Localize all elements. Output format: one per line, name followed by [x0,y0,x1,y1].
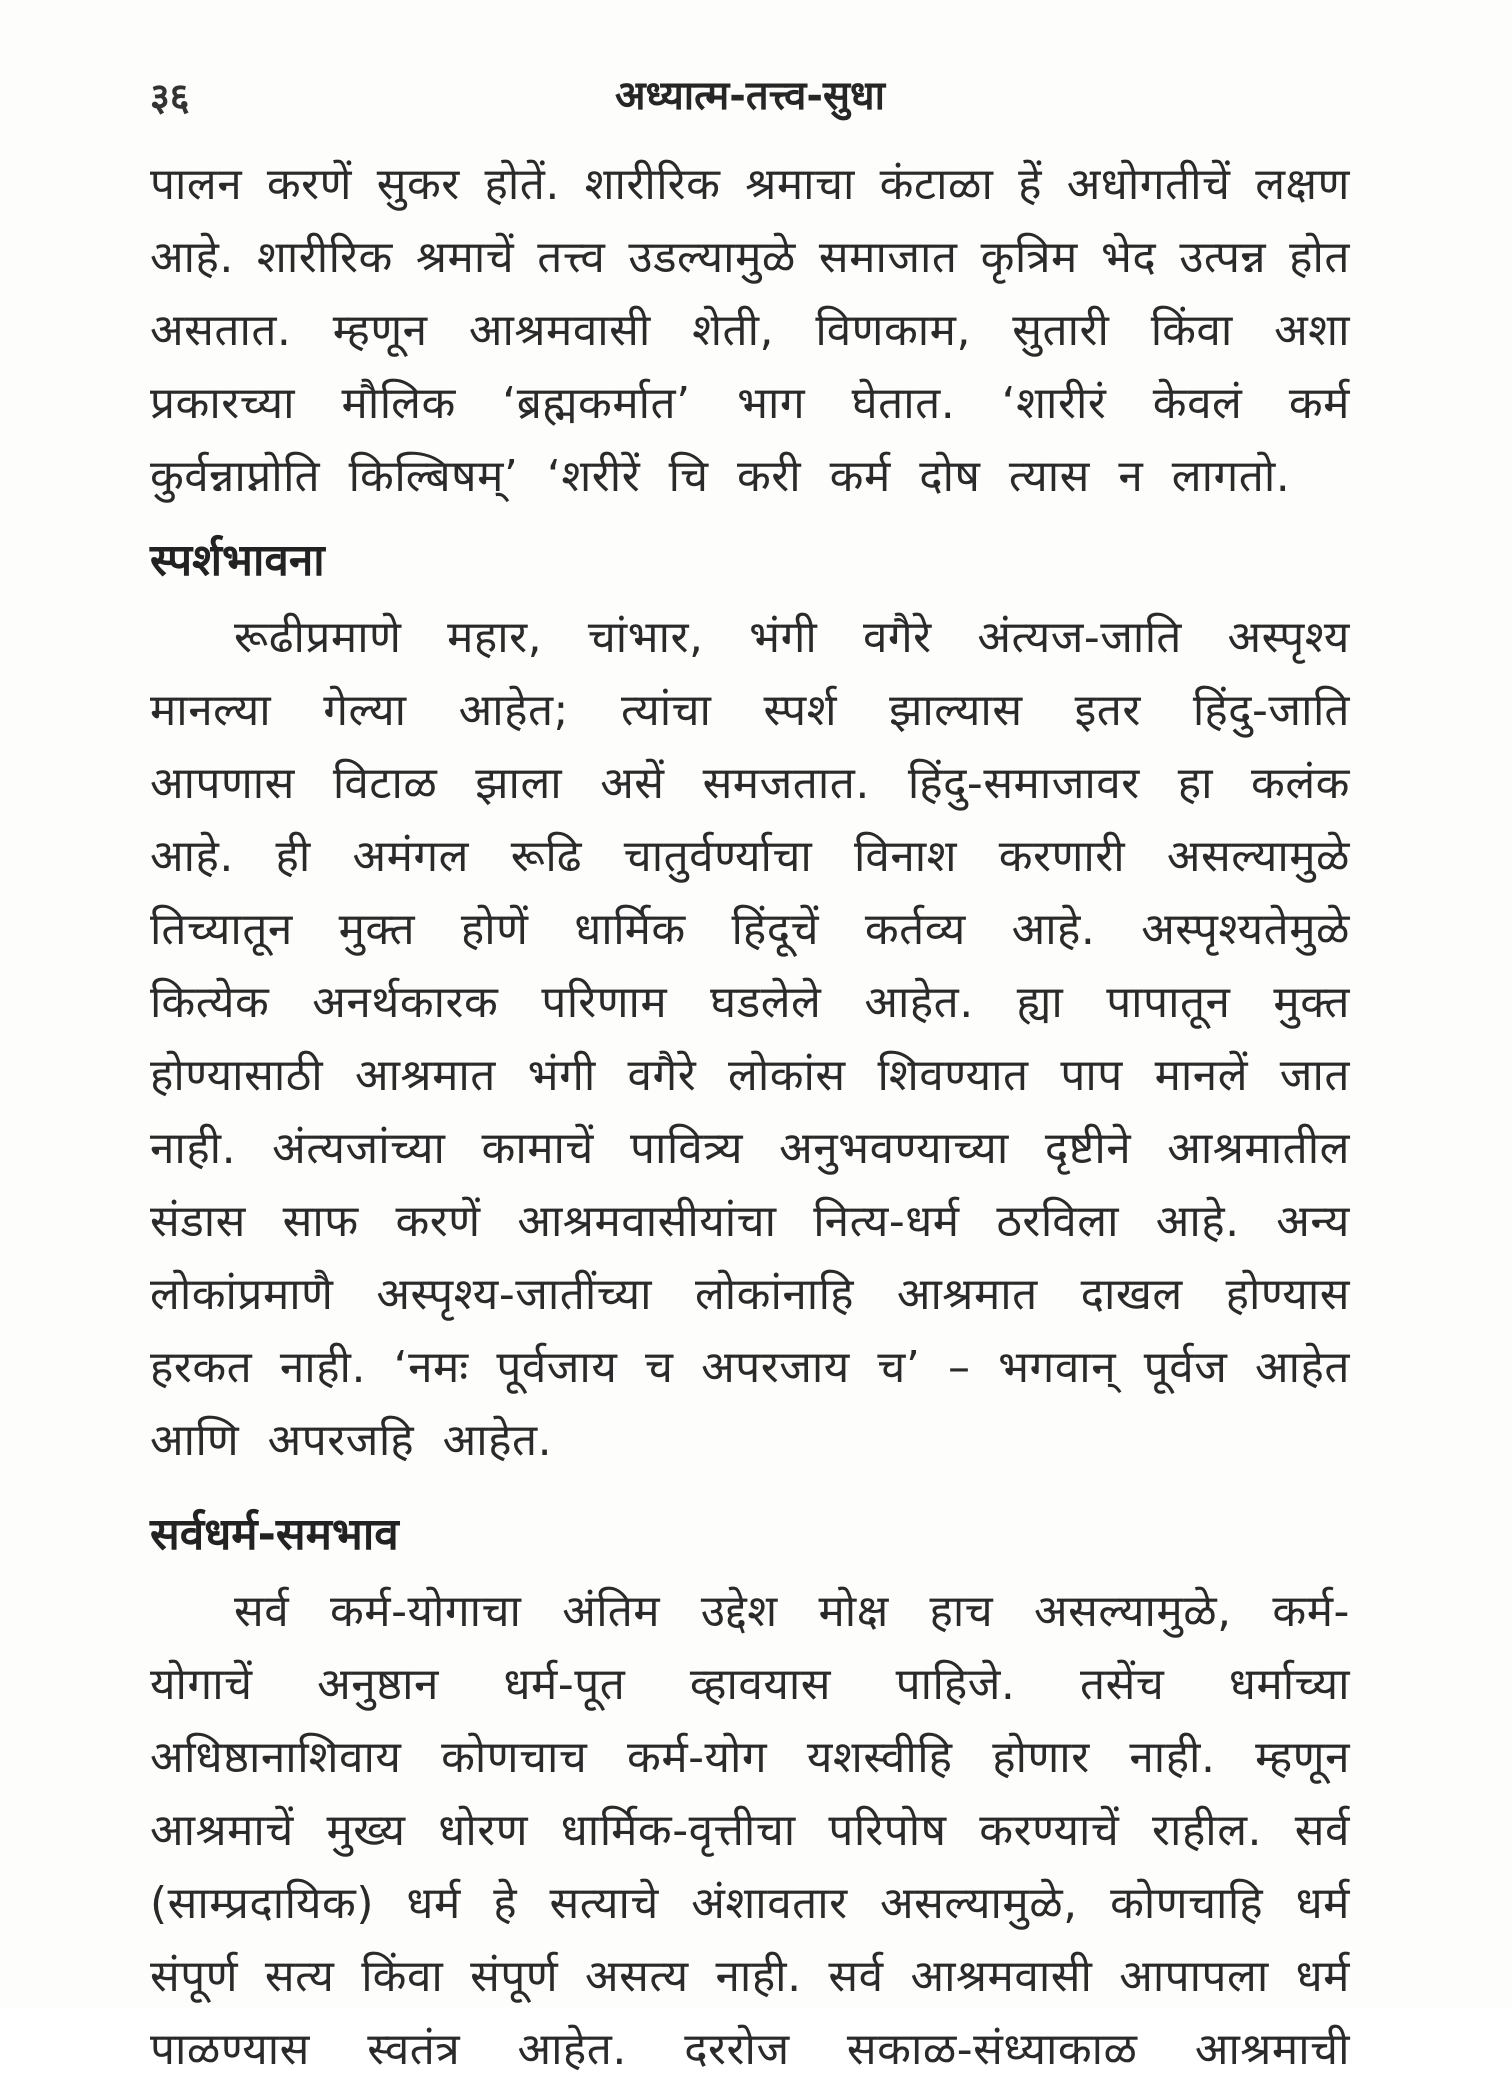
paragraph-1 [150,148,1350,513]
section-sparshabhavana [150,521,1350,1477]
page-number: ३६ [150,75,190,119]
text-line: पाळण्यास स्वतंत्र आहेत. दररोज सकाळ-संध्याकाळ आश्रमाची [150,2024,1350,2075]
text-line: तिच्यातून मुक्त होणें धार्मिक हिंदूचें कर्तव्य आहे. अस्पृश्यतेमुळे [150,904,1350,955]
page-body [150,148,1350,2086]
text-line: पालन करणें सुकर होतें. शारीरिक श्रमाचा कंटाळा हें अधोगतीचें लक्षण [150,159,1350,210]
text-line: आश्रमाचें मुख्य धोरण धार्मिक-वृत्तीचा परिपोष करण्याचें राहील. सर्व [150,1805,1350,1856]
text-line: आपणास विटाळ झाला असें समजतात. हिंदु-समाजावर हा कलंक [150,758,1350,809]
running-title: अध्यात्म-तत्त्व-सुधा [614,73,885,119]
text-line: हरकत नाही. ‘नमः पूर्वजाय च अपरजाय च’ – भगवान् पूर्वज आहेत [150,1342,1350,1393]
text-line: आहे. शारीरिक श्रमाचें तत्त्व उडल्यामुळे समाजात कृत्रिम भेद उत्पन्न होत [150,232,1350,283]
text-line: असतात. म्हणून आश्रमवासी शेती, विणकाम, सुतारी किंवा अशा [150,305,1350,356]
text-line: आहे. ही अमंगल रूढि चातुर्वर्ण्याचा विनाश करणारी असल्यामुळे [150,831,1350,882]
text-line: योगाचें अनुष्ठान धर्म-पूत व्हावयास पाहिजे. तसेंच धर्माच्या [150,1659,1350,1710]
text-line: आणि अपरजहि आहेत. [150,1415,553,1466]
text-line: रूढीप्रमाणे महार, चांभार, भंगी वगैरे अंत्यज-जाति अस्पृश्य [234,612,1350,663]
text-line: कित्येक अनर्थकारक परिणाम घडलेले आहेत. ह्या पापातून मुक्त [150,977,1350,1028]
text-line: प्रकारच्या मौलिक ‘ब्रह्मकर्मात’ भाग घेतात. ‘शारीरं केवलं कर्म [150,378,1350,429]
section-heading: स्पर्शभावना [150,535,325,586]
text-line: अधिष्ठानाशिवाय कोणचाच कर्म-योग यशस्वीहि होणार नाही. म्हणून [150,1732,1350,1783]
text-line: मानल्या गेल्या आहेत; त्यांचा स्पर्श झाल्यास इतर हिंदु-जाति [150,685,1350,736]
section-heading: सर्वधर्म-समभाव [150,1509,399,1560]
text-line: संडास साफ करणें आश्रमवासीयांचा नित्य-धर्म ठरविला आहे. अन्य [150,1196,1350,1247]
text-line: नाही. अंत्यजांच्या कामाचें पावित्र्य अनुभवण्याच्या दृष्टीने आश्रमातील [150,1123,1350,1174]
text-line: कुर्वन्नाप्नोति किल्बिषम्’ ‘शरीरें चि करी कर्म दोष त्यास न लागतो. [150,451,1291,502]
text-line: (साम्प्रदायिक) धर्म हे सत्याचे अंशावतार असल्यामुळे, कोणचाहि धर्म [150,1878,1350,1929]
page-header [150,60,1350,130]
text-line: सर्व कर्म-योगाचा अंतिम उद्देश मोक्ष हाच असल्यामुळे, कर्म- [234,1586,1350,1637]
text-line: होण्यासाठी आश्रमात भंगी वगैरे लोकांस शिवण्यात पाप मानलें जात [150,1050,1350,1101]
text-line: लोकांप्रमाणै अस्पृश्य-जातींच्या लोकांनाहि आश्रमात दाखल होण्यास [150,1269,1350,1320]
section-sarvadharma-samabhav [150,1495,1350,2086]
text-line: संपूर्ण सत्य किंवा संपूर्ण असत्य नाही. सर्व आश्रमवासी आपापला धर्म [150,1951,1350,2002]
